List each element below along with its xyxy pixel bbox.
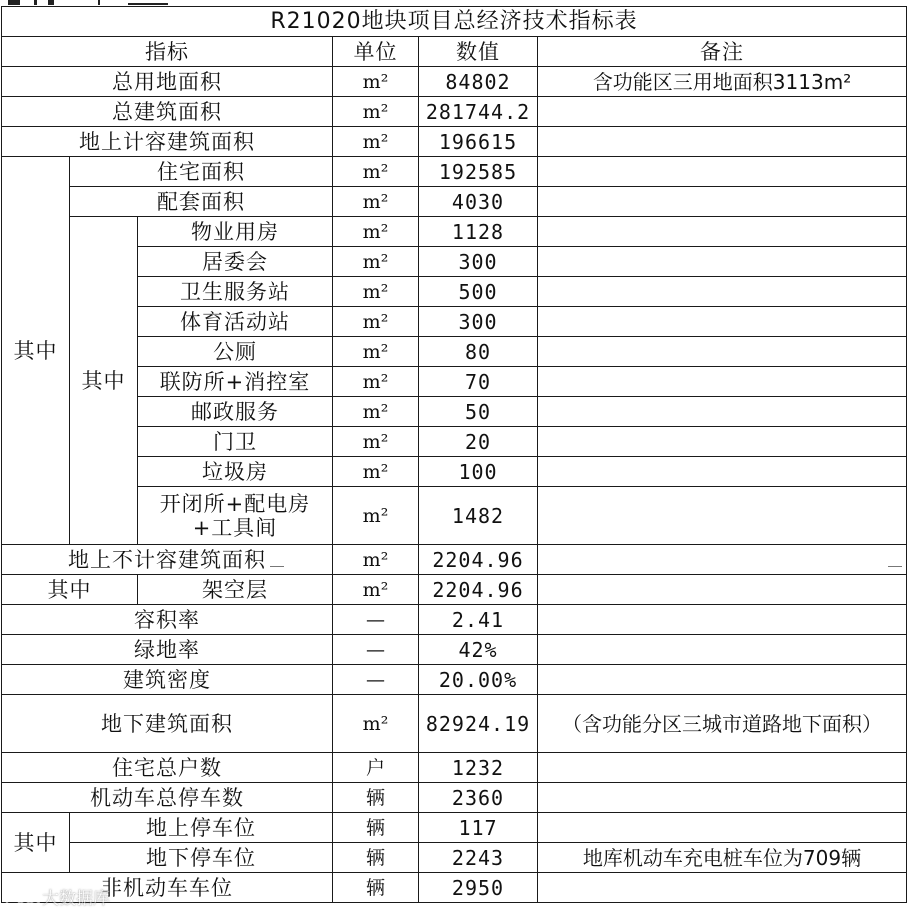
row-value: 192585 — [419, 157, 538, 187]
table-row — [2, 665, 907, 695]
row-label: 体育活动站 — [138, 307, 333, 337]
row-remark — [538, 307, 907, 337]
row-unit: 辆 — [333, 783, 419, 813]
row-label: 住宅面积 — [70, 157, 333, 187]
table-row — [2, 367, 907, 397]
row-label: 住宅总户数 — [2, 753, 333, 783]
table-row — [2, 843, 907, 873]
table-row — [2, 127, 907, 157]
row-value: 281744.2 — [419, 97, 538, 127]
table-row — [2, 635, 907, 665]
row-unit: m² — [333, 217, 419, 247]
row-value: 2.41 — [419, 605, 538, 635]
row-label-line1: 开闭所+配电房 — [159, 491, 311, 516]
row-label: 建筑密度 — [2, 665, 333, 695]
table-row — [2, 277, 907, 307]
row-unit: m² — [333, 575, 419, 605]
table-row — [2, 783, 907, 813]
row-value: 1128 — [419, 217, 538, 247]
table-row — [2, 337, 907, 367]
row-label: 邮政服务 — [138, 397, 333, 427]
row-label: 绿地率 — [2, 635, 333, 665]
row-label: 非机动车车位 — [2, 873, 333, 903]
row-remark — [538, 217, 907, 247]
row-label: 公厕 — [138, 337, 333, 367]
row-value: 2204.96 — [419, 575, 538, 605]
row-unit: m² — [333, 337, 419, 367]
row-unit: m² — [333, 67, 419, 97]
table-row — [2, 217, 907, 247]
row-value: 2243 — [419, 843, 538, 873]
row-label: 地下建筑面积 — [2, 695, 333, 753]
row-remark: 地库机动车充电桩车位为709辆 — [538, 843, 907, 873]
row-remark — [538, 97, 907, 127]
table-title: R21020地块项目总经济技术指标表 — [2, 7, 907, 37]
row-value: 50 — [419, 397, 538, 427]
row-value: 2950 — [419, 873, 538, 903]
row-remark — [538, 337, 907, 367]
row-remark — [538, 457, 907, 487]
row-value: 20 — [419, 427, 538, 457]
table-row — [2, 605, 907, 635]
watermark-logo-icon — [4, 889, 42, 909]
row-value: 84802 — [419, 67, 538, 97]
row-unit: m² — [333, 127, 419, 157]
header-unit: 单位 — [333, 37, 419, 67]
row-label: 机动车总停车数 — [2, 783, 333, 813]
cropped-mark — [8, 0, 20, 5]
cropped-mark — [98, 0, 100, 5]
row-label: 地上不计容建筑面积 — [2, 545, 333, 575]
row-unit: m² — [333, 397, 419, 427]
row-value: 20.00% — [419, 665, 538, 695]
row-remark — [538, 427, 907, 457]
row-unit: m² — [333, 157, 419, 187]
row-label: 配套面积 — [70, 187, 333, 217]
row-label: 地上停车位 — [70, 813, 333, 843]
row-value: 80 — [419, 337, 538, 367]
table-row — [2, 695, 907, 753]
row-value: 1232 — [419, 753, 538, 783]
row-remark — [538, 397, 907, 427]
stray-mark — [270, 566, 284, 567]
table-row — [2, 545, 907, 575]
technical-indicator-table — [1, 6, 907, 903]
row-label: 地上计容建筑面积 — [2, 127, 333, 157]
row-unit: m² — [333, 545, 419, 575]
table-row — [2, 457, 907, 487]
row-label: 联防所+消控室 — [138, 367, 333, 397]
row-unit: 辆 — [333, 843, 419, 873]
row-value: 70 — [419, 367, 538, 397]
table-row — [2, 157, 907, 187]
table-row — [2, 813, 907, 843]
row-unit: 辆 — [333, 873, 419, 903]
cropped-mark — [128, 3, 168, 5]
row-label: 地下停车位 — [70, 843, 333, 873]
row-label: 门卫 — [138, 427, 333, 457]
row-remark — [538, 277, 907, 307]
row-remark — [538, 753, 907, 783]
row-label: 总建筑面积 — [2, 97, 333, 127]
row-value: 82924.19 — [419, 695, 538, 753]
row-remark — [538, 545, 907, 575]
row-value: 500 — [419, 277, 538, 307]
row-remark — [538, 605, 907, 635]
stray-mark — [888, 566, 902, 567]
row-unit: m² — [333, 247, 419, 277]
table-row — [2, 67, 907, 97]
row-value: 2204.96 — [419, 545, 538, 575]
row-label: 容积率 — [2, 605, 333, 635]
row-unit: — — [333, 635, 419, 665]
row-remark — [538, 157, 907, 187]
row-remark — [538, 127, 907, 157]
row-label: 居委会 — [138, 247, 333, 277]
row-unit: m² — [333, 97, 419, 127]
cropped-mark — [48, 0, 54, 5]
row-remark — [538, 187, 907, 217]
row-remark — [538, 635, 907, 665]
row-label: 总用地面积 — [2, 67, 333, 97]
row-label-multiline — [138, 487, 333, 545]
row-unit: m² — [333, 487, 419, 545]
row-unit: m² — [333, 427, 419, 457]
row-value: 300 — [419, 307, 538, 337]
row-value: 100 — [419, 457, 538, 487]
table-row — [2, 873, 907, 903]
header-row — [2, 37, 907, 67]
table-row — [2, 427, 907, 457]
row-unit: m² — [333, 277, 419, 307]
group-label-outer: 其中 — [2, 157, 70, 545]
table-row — [2, 575, 907, 605]
table-row — [2, 397, 907, 427]
row-value: 1482 — [419, 487, 538, 545]
row-unit: 户 — [333, 753, 419, 783]
table-row — [2, 247, 907, 277]
row-remark — [538, 873, 907, 903]
table-row — [2, 307, 907, 337]
row-unit: — — [333, 605, 419, 635]
row-remark — [538, 575, 907, 605]
row-remark — [538, 783, 907, 813]
table-row — [2, 753, 907, 783]
row-remark — [538, 247, 907, 277]
row-unit: — — [333, 665, 419, 695]
row-label: 架空层 — [138, 575, 333, 605]
header-indicator: 指标 — [2, 37, 333, 67]
row-value: 300 — [419, 247, 538, 277]
row-unit: m² — [333, 187, 419, 217]
watermark-text: 大数据库 — [42, 889, 110, 909]
row-value: 117 — [419, 813, 538, 843]
title-row — [2, 7, 907, 37]
row-remark — [538, 487, 907, 545]
row-unit: 辆 — [333, 813, 419, 843]
row-label: 物业用房 — [138, 217, 333, 247]
row-value: 42% — [419, 635, 538, 665]
watermark — [4, 888, 116, 910]
row-label: 卫生服务站 — [138, 277, 333, 307]
row-value: 196615 — [419, 127, 538, 157]
header-remark: 备注 — [538, 37, 907, 67]
row-value: 4030 — [419, 187, 538, 217]
row-label: 垃圾房 — [138, 457, 333, 487]
group-label-parking: 其中 — [2, 813, 70, 873]
row-unit: m² — [333, 457, 419, 487]
row-unit: m² — [333, 367, 419, 397]
row-value: 2360 — [419, 783, 538, 813]
row-remark — [538, 813, 907, 843]
row-unit: m² — [333, 695, 419, 753]
header-value: 数值 — [419, 37, 538, 67]
row-remark — [538, 665, 907, 695]
row-label-line2: +工具间 — [192, 515, 278, 540]
cropped-mark — [34, 0, 37, 5]
row-unit: m² — [333, 307, 419, 337]
table-row — [2, 487, 907, 545]
row-remark — [538, 367, 907, 397]
row-remark: （含功能分区三城市道路地下面积） — [538, 695, 907, 753]
table-row — [2, 97, 907, 127]
group-label-inner: 其中 — [70, 217, 138, 545]
table-row — [2, 187, 907, 217]
row-remark: 含功能区三用地面积3113m² — [538, 67, 907, 97]
group-label-podium: 其中 — [2, 575, 138, 605]
